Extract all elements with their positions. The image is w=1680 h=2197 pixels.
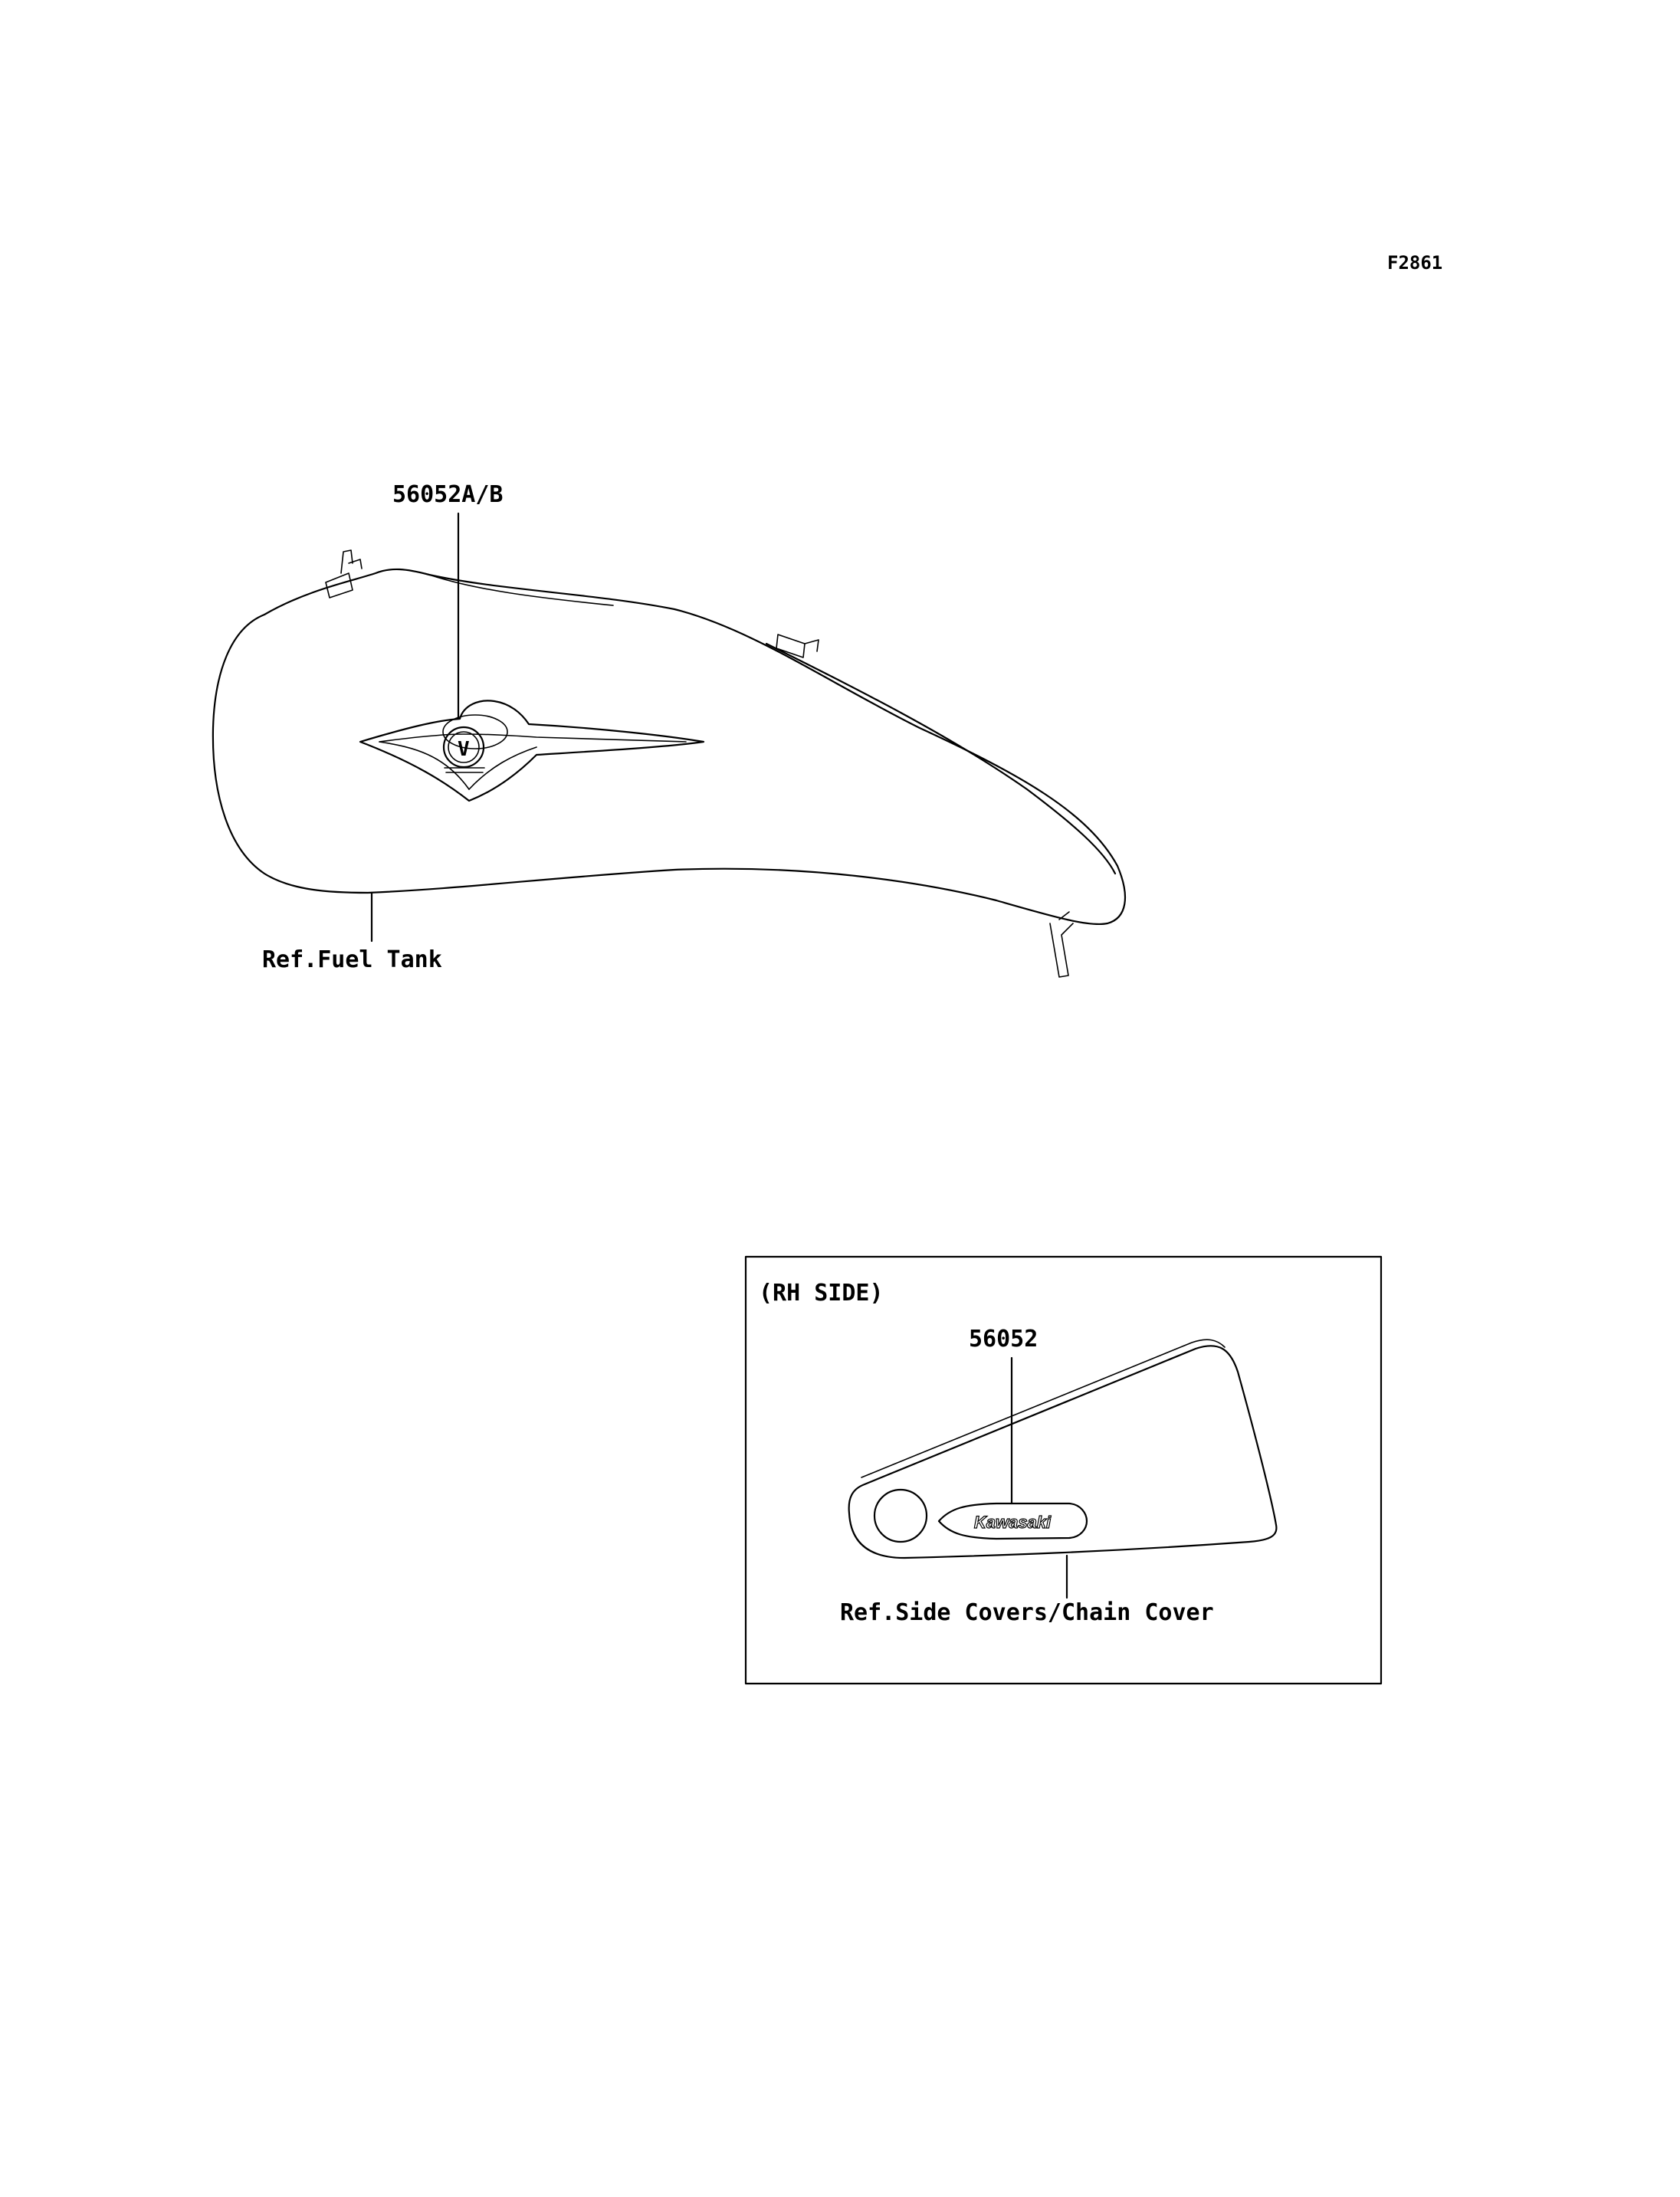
side-cover-edge bbox=[861, 1340, 1225, 1477]
front-bracket bbox=[326, 550, 362, 598]
rh-side-inset bbox=[746, 1257, 1381, 1684]
inset-heading: (RH SIDE) bbox=[759, 1280, 884, 1307]
fuel-tank-drawing bbox=[213, 513, 1125, 977]
fuel-tank-part-label: 56052A/B bbox=[392, 481, 504, 508]
fuel-tank-outline bbox=[213, 569, 1125, 924]
side-cover-hole bbox=[874, 1490, 927, 1542]
side-cover-part-label: 56052 bbox=[969, 1326, 1039, 1353]
fuel-tank-ref-label: Ref.Fuel Tank bbox=[262, 946, 442, 973]
fuel-tank-seam-right bbox=[766, 644, 1115, 874]
side-cover-ref-label: Ref.Side Covers/Chain Cover bbox=[840, 1599, 1214, 1626]
figure-code: F2861 bbox=[1387, 252, 1443, 274]
kawasaki-badge-text: Kawasaki bbox=[973, 1513, 1052, 1532]
kawasaki-badge bbox=[939, 1503, 1087, 1539]
side-cover-outline bbox=[849, 1346, 1277, 1558]
emblem-letter: V bbox=[458, 738, 470, 761]
bottom-mount bbox=[1050, 912, 1073, 977]
tank-emblem bbox=[360, 700, 704, 801]
